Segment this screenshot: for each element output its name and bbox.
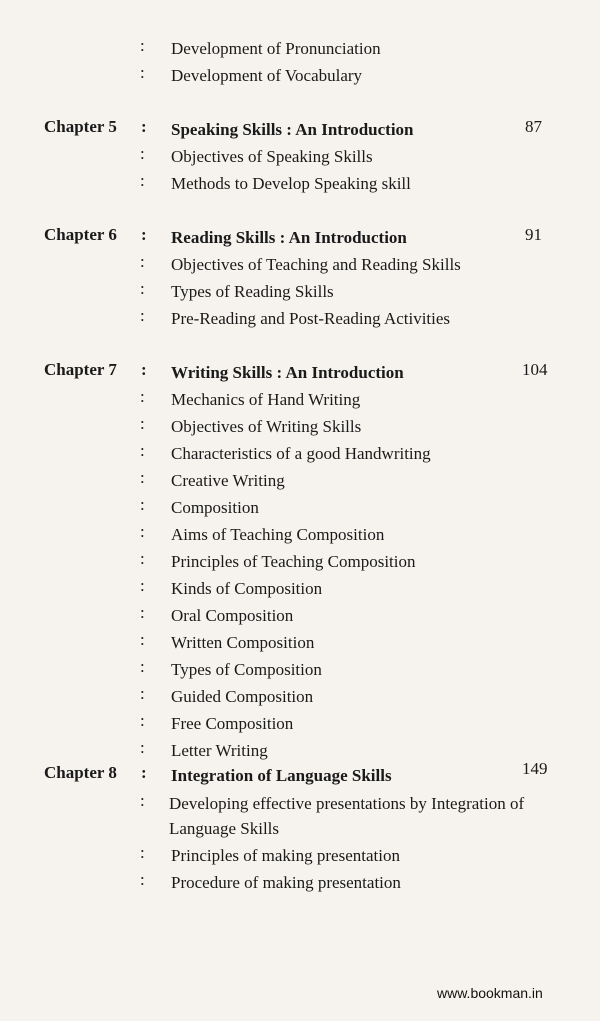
entry-text: Types of Composition	[171, 660, 322, 679]
chapter-label: Chapter 8	[44, 763, 117, 782]
toc-entry: : Oral Composition	[0, 603, 600, 629]
toc-entry: : Creative Writing	[0, 468, 600, 494]
chapter-heading: Chapter 5 : Speaking Skills : An Introduction 87	[0, 117, 600, 143]
chapter-title: Writing Skills : An Introduction	[171, 363, 404, 382]
toc-entry: : Principles of making presentation	[0, 843, 600, 869]
toc-entry: : Development of Vocabulary	[0, 63, 600, 89]
entry-text: Procedure of making presentation	[171, 873, 401, 892]
website-watermark: www.bookman.in	[437, 985, 543, 1001]
entry-text: Characteristics of a good Handwriting	[171, 444, 431, 463]
entry-text: Objectives of Teaching and Reading Skills	[171, 255, 461, 274]
toc-entry: : Types of Composition	[0, 657, 600, 683]
entry-text: Written Composition	[171, 633, 315, 652]
toc-entry: : Guided Composition	[0, 684, 600, 710]
toc-entry: : Methods to Develop Speaking skill	[0, 171, 600, 197]
toc-entry: : Objectives of Writing Skills	[0, 414, 600, 440]
toc-entry: : Procedure of making presentation	[0, 870, 600, 896]
entry-text: Letter Writing	[171, 741, 268, 760]
chapter-heading: Chapter 6 : Reading Skills : An Introduction 91	[0, 225, 600, 251]
entry-text: Development of Vocabulary	[171, 66, 363, 85]
chapter-title: Speaking Skills : An Introduction	[171, 120, 414, 139]
entry-text: Principles of Teaching Composition	[171, 552, 416, 571]
toc-entry: : Objectives of Speaking Skills	[0, 144, 600, 170]
chapter-label: Chapter 6	[44, 225, 117, 244]
entry-text: Kinds of Composition	[171, 579, 323, 598]
entry-text: Guided Composition	[171, 687, 314, 706]
toc-entry: : Aims of Teaching Composition	[0, 522, 600, 548]
entry-text: Objectives of Speaking Skills	[171, 147, 373, 166]
toc-entry: : Pre-Reading and Post-Reading Activities	[0, 306, 600, 332]
chapter-heading: Chapter 7 : Writing Skills : An Introduction 104	[0, 360, 600, 386]
entry-text: Composition	[171, 498, 259, 517]
toc-entry: : Mechanics of Hand Writing	[0, 387, 600, 413]
entry-text: Methods to Develop Speaking skill	[171, 174, 411, 193]
chapter-page-number: 149	[522, 759, 548, 778]
entry-text: Developing effective presentations by Integration of Language Skills	[169, 794, 525, 838]
toc-entry: : Composition	[0, 495, 600, 521]
toc-entry: : Characteristics of a good Handwriting	[0, 441, 600, 467]
toc-entry: : Kinds of Composition	[0, 576, 600, 602]
entry-text: Aims of Teaching Composition	[171, 525, 385, 544]
toc-entry: : Types of Reading Skills	[0, 279, 600, 305]
chapter-label: Chapter 5	[44, 117, 117, 136]
entry-text: Development of Pronunciation	[171, 39, 381, 58]
chapter-title: Reading Skills : An Introduction	[171, 228, 407, 247]
toc-entry: : Letter Writing	[0, 738, 600, 764]
toc-entry: : Free Composition	[0, 711, 600, 737]
toc-entry: : Principles of Teaching Composition	[0, 549, 600, 575]
chapter-page-number: 104	[522, 360, 548, 379]
chapter-heading: Chapter 8 : Integration of Language Skills 149	[0, 763, 600, 789]
toc-entry: : Development of Pronunciation	[0, 36, 600, 62]
chapter-page-number: 87	[525, 117, 542, 136]
entry-text: Pre-Reading and Post-Reading Activities	[171, 309, 451, 328]
entry-text: Free Composition	[171, 714, 294, 733]
toc-entry: : Objectives of Teaching and Reading Skills	[0, 252, 600, 278]
entry-text: Objectives of Writing Skills	[171, 417, 362, 436]
entry-text: Types of Reading Skills	[171, 282, 334, 301]
chapter-page-number: 91	[525, 225, 542, 244]
chapter-label: Chapter 7	[44, 360, 117, 379]
entry-text: Creative Writing	[171, 471, 285, 490]
entry-text: Principles of making presentation	[171, 846, 400, 865]
toc-entry: : Written Composition	[0, 630, 600, 656]
entry-text: Mechanics of Hand Writing	[171, 390, 361, 409]
chapter-title: Integration of Language Skills	[171, 766, 392, 785]
toc-entry: : Developing effective presentations by Integration of Language Skills	[0, 791, 600, 843]
entry-text: Oral Composition	[171, 606, 294, 625]
